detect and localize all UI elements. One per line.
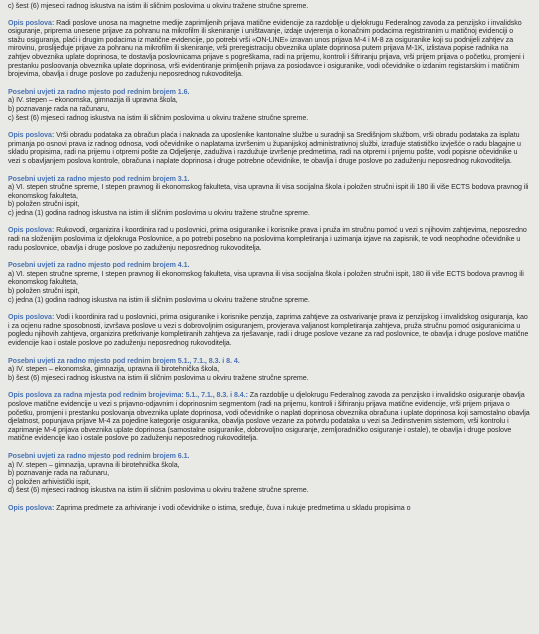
description-paragraph [8, 131, 531, 165]
description-paragraph [8, 391, 531, 443]
description-text: Radi poslove unosa na magnetne medije zaprimljenih prijava matične evidencije za razdoblje u djelokrugu Federalnog zavoda za penzijsko i invalidsko osiguranje, priprema unesene prijave za pohranu na mikrofilm ili skeniranje i uništavanje, izdaje uvjerenja o konačnim podacima registriranim u matičnoj evidenciji o stažu osiguranja, plaći i drugim podacima iz matične evidencije, po potrebi vrši «ON-LINE» izravan unos prijava M-4 i M-8 za osiguranike koji su podnijeli zahtjev za mirovinu, proslijeđuje prijave za pohranu na mikrofilm ili skeniranje, vrši preregistraciju obveznika uplate doprinosa putem prijava M-1K, izlistava popise radnika na zahtjev obveznika uplate doprinosa, te dostavlja poslovnicama prijave s pogreškama, radi na prijemu, kontroli i šifriranju prijava, vrši prijem prijava o početku, promjeni i prestanku posloovanja obveznika uplate doprinosa, vrši evidentiranje primljenih prijava za posiodavce i osiguranike, vodi očevidnike o izdanim registarskim i matičnim brojevima, obavlja i druge poslove po zaduženju neposrednog rukovoditelja. [8, 18, 525, 79]
requirement-item: b) poznavanje rada na računaru, [8, 104, 109, 113]
requirement-item: a) IV. stepen – ekonomska, gimnazija, upravna ili birotehnička škola, [8, 365, 220, 374]
job-description-6 [8, 504, 531, 513]
description-label: Opis poslova: [8, 503, 55, 512]
description-label: Opis poslova: [8, 131, 55, 140]
requirement-item: b) položen stručni ispit, [8, 287, 80, 296]
description-label: Opis poslova za radna mjesta pod rednim brojevima: 5.1., 7.1., 8.3. i 8.4.: [8, 391, 248, 400]
description-text: Vodi i koordinira rad u poslovnici, prima osiguranike i korisnike penzija, zaprima zahtjeve za ostvarivanje prava iz penzijskog i invalidskog osiguranja, kao i za ocjenu radne sposobnosti, izvršava poslove u vezi s dobrovoljnim osiguranjem, provjerava valjanost kompletiranja zahtjeva, pruža stručnu pomoć osiguranicima u pogledu njihovih zahtjeva, organizira pretkrivanje kompletiranih zahtjeva za rješavanje, radi i druge poslove vezane za rad poslovnice, te obavlja i druge poslove matične evidencije kao i ostale poslove po zaduženju neposrednog rukovoditelja. [8, 313, 529, 347]
requirement-item: b) šest (6) mjeseci radnog iskustva na istim ili sličnim poslovima u okviru tražene stručne spreme. [8, 373, 309, 382]
description-text: Zaprima predmete za arhiviranje i vodi očevidnike o istima, sređuje, čuva i rukuje predmetima u skladu propisima o [54, 503, 411, 512]
job-description-2 [8, 131, 531, 165]
requirement-item: a) VI. stepen stručne spreme, I stepen pravnog ili ekonomskog fakulteta, visa upravna ili visa socijalna škola i položen stručni ispit ili 180 ili više ECTS bodova pravnog ili ekonomskog fakulteta, [8, 183, 529, 200]
description-paragraph [8, 226, 531, 252]
job-description-1 [8, 19, 531, 79]
requirement-item: a) VI. stepen stručne spreme, I stepen pravnog ili ekonomskog fakulteta, visa upravna ili visa socijalna škola i položen stručni ispit, 180 ili više ECTS bodova pravnog ili ekonomskog fakulteta, [8, 269, 524, 287]
requirements-title: Posebni uvjeti za radno mjesto pod rednim brojem 5.1., 7.1., 8.3. i 8. 4. [8, 356, 240, 365]
requirements-title: Posebni uvjeti za radno mjesto pod rednim brojem 4.1. [8, 261, 190, 270]
requirements-6-1 [8, 452, 531, 495]
description-text: Za razdoblje u djelokrugu Federalnog zavoda za penzijsko i invalidsko osiguranje obavlja poslove matične evidencije u vezi s prijavno-odjavnim i doprinosnim segmentom (radi na prijemu, kontroli i šifriranju prijava matične evidencije, vrši prijem prijava o početku, promjeni i prestanku poslovanja obveznika uplate doprinosa, vodi očevidnike o naplati doprinosa obveznika obračuna i uplate doprinosa koji samostalno obavlja djelatnost, popunjava prijave M-4 za pojedine kategorije osiguranika, obavlja poslove vezane za potvrdu podataka u vezi sa Jedinstvenim sistemom, vrši kontrolu i zaprimanje M-4 prijava obveznika uplate doprinosa (samostalne osiguranike, dobrovoljno osiguranje, zemljoradničko osiguranje i ostale), te obavlja i druge poslove matične evidencije kao i ostale poslove po zaduženju neposrednog rukovoditelja. [8, 391, 530, 443]
requirements-4-1 [8, 261, 531, 304]
requirements-title: Posebni uvjeti za radno mjesto pod rednim brojem 3.1. [8, 174, 190, 183]
description-paragraph [8, 313, 531, 347]
description-paragraph [8, 504, 531, 513]
requirements-1-6 [8, 88, 531, 122]
description-text: Vrši obradu podataka za obračun plaća i naknada za uposlenike kantonalne službe u suradnji sa Središnjom službom, vrši obradu podataka za isplatu primanja po osnovi prava iz radnog odnosa, vodi očevidnike o naplatama izvršenim u županijskoj administrativnoj službi, izrađuje statističko izvješće o radu blagajne u skladu propisima, radi na prijemu i otpremi pošte za Odjeljenje, zaduživa i razdužuje izvršenje predmetima, radi na otpremi i prijemu pošte, vodi popisne očevidnike u vezi s obavljanjem poslova kontrole, obračuna i naplate doprinosa i druge potrebne očevidnike, te obavlja i druge poslove po zaduženju neposrednog rukovoditelja. [8, 131, 521, 165]
job-description-5 [8, 391, 531, 443]
requirements-title: Posebni uvjeti za radno mjesto pod rednim brojem 6.1. [8, 451, 190, 460]
requirement-item: a) IV. stepen – ekonomska, gimnazija ili upravna škola, [8, 96, 178, 105]
requirement-item: a) IV. stepen – gimnazija, upravna ili birotehnička škola, [8, 460, 180, 469]
requirement-item: c) jedna (1) godina radnog iskustva na istim ili sličnim poslovima u okviru tražene stručne spreme. [8, 295, 310, 304]
requirements-3-1 [8, 175, 531, 218]
description-paragraph [8, 19, 531, 79]
description-label: Opis poslova: [8, 18, 55, 27]
requirements-5-1-7-1-8-3-8-4 [8, 357, 531, 383]
job-description-3 [8, 226, 531, 252]
requirement-item: b) položen stručni ispit, [8, 200, 80, 209]
description-label: Opis poslova: [8, 313, 55, 322]
requirements-title: Posebni uvjeti za radno mjesto pod rednim brojem 1.6. [8, 87, 190, 96]
requirement-item: b) poznavanje rada na računaru, [8, 469, 109, 478]
description-text: Rukovodi, organizira i koordinira rad u poslovnici, prima osiguranike i korisnike prava i pruža im stručnu pomoć u vezi s njihovim zahtjevima, neposredno radi na složenijim poslovima iz djelokruga Poslovnice, a po potrebi posebno na poslovima kompletiranja i uzimanja izjave na zapisnik, te vodi neophodne očevidnike u radu poslovnice, obavlja i druge poslove po zaduženju neposrednog rukovoditelja. [8, 226, 527, 252]
job-description-4 [8, 313, 531, 347]
requirement-item: c) jedna (1) godina radnog iskustva na istim ili sličnim poslovima u okviru tražene stručne spreme. [8, 208, 310, 217]
top-requirement-line [8, 2, 531, 11]
requirement-item: c) šest (6) mjeseci radnog iskustva na istim ili sličnim poslovima u okviru tražene stručne spreme. [8, 113, 309, 122]
requirement-item: d) šest (6) mjeseci radnog iskustva na istim ili sličnim poslovima u okviru tražene stručne spreme. [8, 486, 309, 495]
requirement-item: c) šest (6) mjeseci radnog iskustva na istim ili sličnim poslovima u okviru tražene stručne spreme. [8, 2, 309, 10]
description-label: Opis poslova: [8, 226, 55, 235]
requirement-item: c) položen arhivistički ispit, [8, 477, 91, 486]
